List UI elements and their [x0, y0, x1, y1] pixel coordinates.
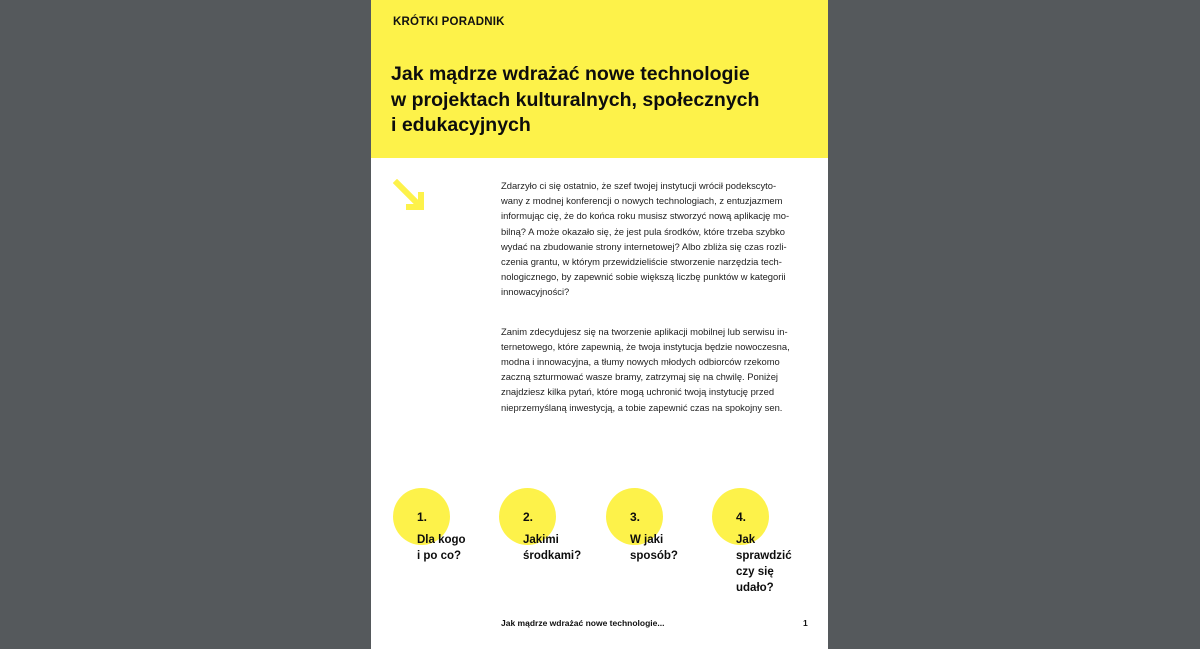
- step-label-line: czy się: [736, 566, 774, 578]
- text-line: ternetowego, które zapewnią, że twoja instytucja będzie nowoczesna,: [501, 340, 790, 352]
- step-label-line: i po co?: [417, 550, 462, 562]
- step-label-line: W jaki: [630, 534, 664, 546]
- step-label: [736, 532, 792, 596]
- text-line: znajdziesz kilka pytań, które mogą uchronić twoją instytucję przed: [501, 386, 775, 398]
- title-line: Jak mądrze wdrażać nowe technologie: [391, 63, 750, 85]
- step-label: [523, 532, 581, 564]
- step-number: 3.: [630, 510, 641, 524]
- arrow-down-right-icon: [393, 179, 429, 215]
- step-label: [630, 532, 678, 564]
- step-label-line: środkami?: [523, 550, 582, 562]
- page-number: 1: [803, 618, 808, 628]
- title-line: w projektach kulturalnych, społecznych: [391, 88, 760, 111]
- text-line: wydać na zbudowanie strony internetowej? Albo zbliża się czas rozli-: [501, 240, 787, 252]
- text-line: modna i innowacyjna, a tłumy nowych młodych odbiorców rzekomo: [501, 356, 780, 368]
- step-label-line: sposób?: [630, 550, 678, 562]
- step-number: 2.: [523, 510, 534, 524]
- step-label-line: Jakimi: [523, 534, 559, 546]
- paragraph: [501, 324, 813, 415]
- page-title: [391, 62, 759, 139]
- text-line: nologicznego, by zapewnić sobie większą liczbę punktów w kategorii: [501, 271, 786, 283]
- text-line: wany z modnej konferencji o nowych technologiach, z entuzjazmem: [501, 195, 783, 207]
- step-label-line: Jak: [736, 534, 756, 546]
- step-label: [417, 532, 466, 564]
- header-banner: [371, 0, 828, 158]
- text-line: informując cię, że do końca roku musisz stworzyć nową aplikację mo-: [501, 210, 790, 222]
- step-label-line: Dla kogo: [417, 534, 466, 546]
- text-line: Zdarzyło ci się ostatnio, że szef twojej instytucji wrócił podekscyto-: [501, 180, 777, 191]
- text-line: Zanim zdecydujesz się na tworzenie aplikacji mobilnej lub serwisu in-: [501, 325, 788, 337]
- text-line: innowacyjności?: [501, 286, 570, 298]
- footer-title: Jak mądrze wdrażać nowe technologie...: [501, 618, 665, 628]
- step-label-line: udało?: [736, 582, 774, 594]
- kicker-label: KRÓTKI PORADNIK: [393, 16, 505, 28]
- paragraph: [501, 178, 813, 300]
- text-line: bilną? A może okazało się, że jest pula środków, które trzeba szybko: [501, 225, 786, 237]
- text-line: czenia grantu, w którym przewidzieliście stworzenie narzędzia tech-: [501, 256, 782, 268]
- step-label-line: sprawdzić: [736, 550, 792, 562]
- text-line: nieprzemyślaną inwestycją, a tobie zapewnić czas na spokojny sen.: [501, 401, 783, 413]
- document-page: [371, 0, 828, 649]
- title-line: i edukacyjnych: [391, 114, 531, 136]
- intro-text: [501, 178, 813, 439]
- step-number: 1.: [417, 510, 428, 524]
- step-number: 4.: [736, 510, 747, 524]
- text-line: zaczną szturmować wasze bramy, zatrzymaj się na chwilę. Poniżej: [501, 371, 779, 383]
